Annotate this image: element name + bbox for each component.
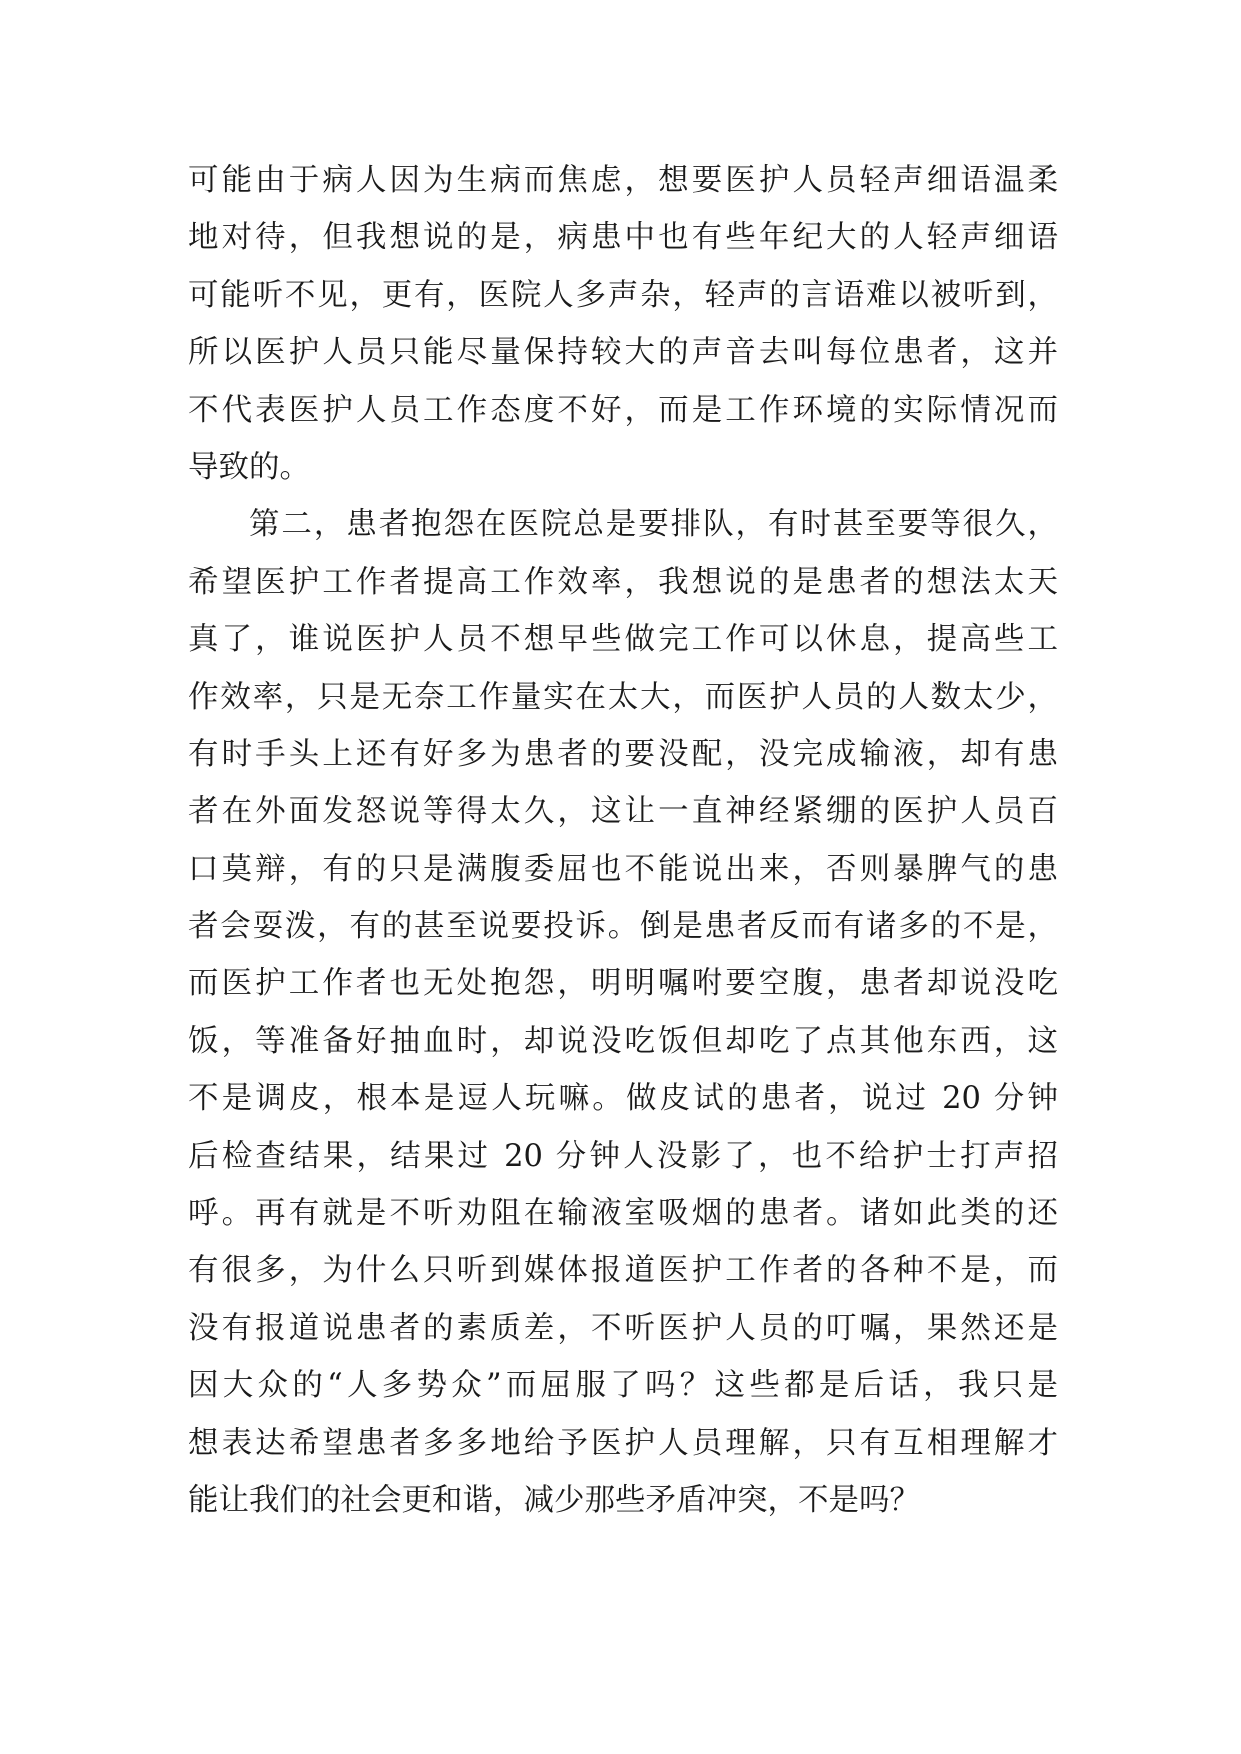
- text-line: 饭，等准备好抽血时，却说没吃饭但却吃了点其他东西，这: [188, 1023, 1058, 1059]
- text-line: 不代表医护人员工作态度不好，而是工作环境的实际情况而: [188, 392, 1058, 428]
- text-line: 希望医护工作者提高工作效率，我想说的是患者的想法太天: [188, 564, 1058, 600]
- text-line: 因大众的“人多势众”而屈服了吗？这些都是后话，我只是: [188, 1368, 1058, 1404]
- text-line: 而医护工作者也无处抱怨，明明嘱咐要空腹，患者却说没吃: [188, 966, 1058, 1002]
- text-line: 能让我们的社会更和谐，减少那些矛盾冲突，不是吗？: [188, 1482, 920, 1518]
- text-line: 后检查结果，结果过 20 分钟人没影了，也不给护士打声招: [188, 1138, 1058, 1174]
- body-text: [188, 152, 1058, 1529]
- paragraph-1: [188, 152, 1058, 496]
- text-line: 第二，患者抱怨在医院总是要排队，有时甚至要等很久，: [249, 507, 1058, 543]
- text-line: 有很多，为什么只听到媒体报道医护工作者的各种不是，而: [188, 1253, 1058, 1289]
- text-line: 不是调皮，根本是逗人玩嘛。做皮试的患者，说过 20 分钟: [188, 1081, 1058, 1117]
- paragraph-2: [188, 496, 1058, 1529]
- text-line: 可能听不见，更有，医院人多声杂，轻声的言语难以被听到，: [188, 277, 1058, 313]
- text-line: 呼。再有就是不听劝阻在输液室吸烟的患者。诸如此类的还: [188, 1196, 1058, 1232]
- text-line: 导致的。: [188, 449, 310, 485]
- text-line: 口莫辩，有的只是满腹委屈也不能说出来，否则暴脾气的患: [188, 851, 1058, 887]
- text-line: 所以医护人员只能尽量保持较大的声音去叫每位患者，这并: [188, 335, 1058, 371]
- text-line: 有时手头上还有好多为患者的要没配，没完成输液，却有患: [188, 736, 1058, 772]
- text-line: 没有报道说患者的素质差，不听医护人员的叮嘱，果然还是: [188, 1310, 1058, 1346]
- text-line: 真了，谁说医护人员不想早些做完工作可以休息，提高些工: [188, 622, 1058, 658]
- text-line: 者会耍泼，有的甚至说要投诉。倒是患者反而有诸多的不是，: [188, 909, 1058, 945]
- text-line: 作效率，只是无奈工作量实在太大，而医护人员的人数太少，: [188, 679, 1058, 715]
- text-line: 可能由于病人因为生病而焦虑，想要医护人员轻声细语温柔: [188, 163, 1058, 198]
- text-line: 想表达希望患者多多地给予医护人员理解，只有互相理解才: [188, 1425, 1058, 1461]
- text-line: 地对待，但我想说的是，病患中也有些年纪大的人轻声细语: [188, 220, 1058, 256]
- text-line: 者在外面发怒说等得太久，这让一直神经紧绷的医护人员百: [188, 794, 1058, 830]
